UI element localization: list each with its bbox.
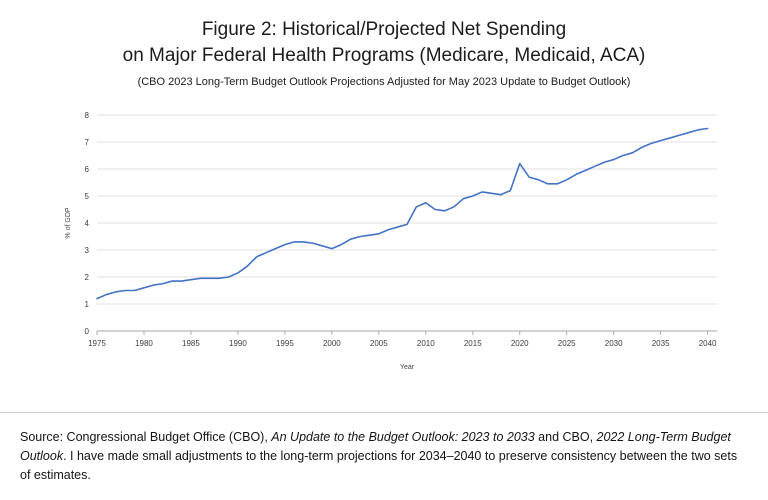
source-note: [20, 428, 750, 485]
x-tick-label: 2005: [369, 339, 388, 348]
y-tick-label: 8: [84, 111, 89, 120]
x-tick-label: 2035: [651, 339, 670, 348]
x-tick-label: 1995: [275, 339, 294, 348]
y-tick-label: 2: [84, 273, 89, 282]
figure-subtitle: (CBO 2023 Long-Term Budget Outlook Projections Adjusted for May 2023 Update to Budget Outlook): [137, 76, 631, 88]
x-tick-label: 2040: [698, 339, 717, 348]
title-line-2: on Major Federal Health Programs (Medicare, Medicaid, ACA): [122, 45, 646, 66]
series-line-health-spending: [97, 129, 708, 299]
y-axis-label: % of GDP: [65, 207, 72, 239]
x-axis-label: Year: [399, 364, 415, 371]
x-tick-label: 2000: [322, 339, 341, 348]
y-tick-label: 0: [84, 327, 89, 336]
x-tick-label: 2015: [463, 339, 482, 348]
x-axis-ticks: [88, 331, 717, 348]
source-italic-1: An Update to the Budget Outlook: 2023 to 2033: [271, 430, 535, 444]
x-tick-label: 2020: [510, 339, 529, 348]
section-divider: [0, 412, 768, 413]
y-tick-label: 6: [84, 165, 89, 174]
x-tick-label: 2010: [416, 339, 435, 348]
source-text-1: Source: Congressional Budget Office (CBO),: [20, 430, 272, 444]
y-tick-label: 7: [84, 138, 89, 147]
chart-area: [0, 105, 768, 385]
page-title: [0, 0, 768, 69]
source-text-2: and CBO,: [534, 430, 597, 444]
x-tick-label: 1980: [135, 339, 153, 348]
line-chart: [0, 105, 768, 385]
x-tick-label: 1975: [88, 339, 106, 348]
title-line-1: Figure 2: Historical/Projected Net Spending: [201, 19, 567, 40]
y-tick-label: 5: [84, 192, 89, 201]
y-axis-ticks: [85, 111, 90, 336]
x-tick-label: 1990: [229, 339, 247, 348]
y-tick-label: 4: [84, 219, 89, 228]
x-tick-label: 2030: [604, 339, 623, 348]
source-text-3: . I have made small adjustments to the long-term projections for 2034–2040 to preserve consistency between the two sets of estimates.: [20, 449, 738, 482]
y-tick-label: 3: [84, 246, 89, 255]
y-tick-label: 1: [84, 300, 89, 309]
source-italic-2: 2022 Long-Term Budget Outlook: [20, 430, 731, 463]
x-tick-label: 1985: [182, 339, 200, 348]
x-tick-label: 2025: [557, 339, 576, 348]
